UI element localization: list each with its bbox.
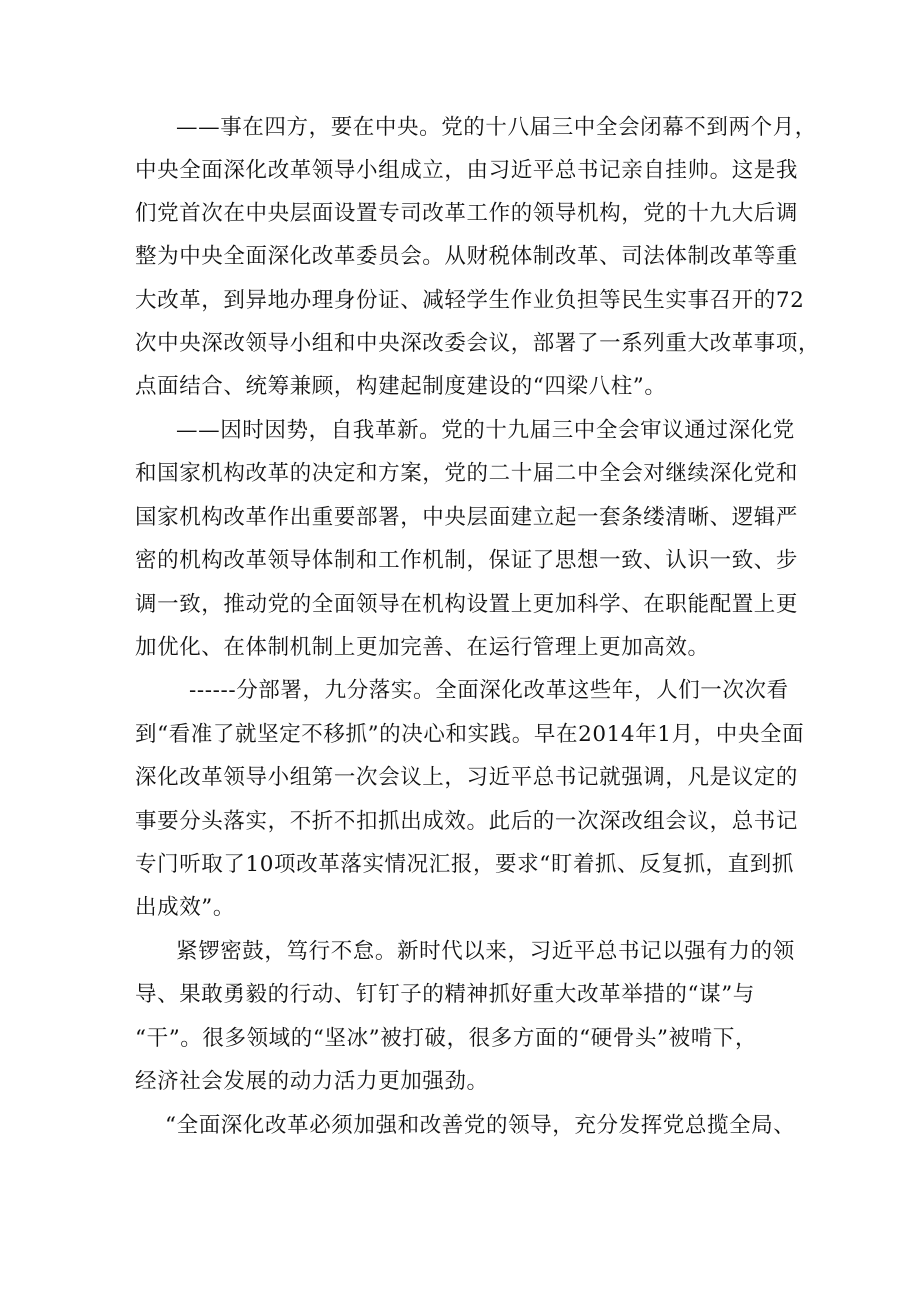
paragraph-1-line-5: 大改革，到异地办理身份证、减轻学生作业负担等民生实事召开的72 — [135, 288, 805, 313]
paragraph-2-line-3: 国家机构改革作出重要部署，中央层面建立起一套条缕清晰、逻辑严 — [135, 505, 799, 530]
paragraph-2-line-6: 加优化、在体制机制上更加完善、在运行管理上更加高效。 — [135, 635, 710, 660]
paragraph-1-line-1: ——事在四方，要在中央。党的十八届三中全会闭幕不到两个月， — [176, 115, 817, 140]
paragraph-4-line-3: “干”。很多领域的“坚冰”被打破，很多方面的“硬骨头”被啃下， — [135, 1026, 758, 1051]
paragraph-2-line-1: ——因时因势，自我革新。党的十九届三中全会审议通过深化党 — [176, 418, 795, 443]
paragraph-1-line-6: 次中央深改领导小组和中央深改委会议，部署了一系列重大改革事项， — [135, 331, 821, 356]
paragraph-4-line-4: 经济社会发展的动力活力更加强劲。 — [135, 1069, 489, 1094]
paragraph-3-line-1: ------分部署，九分落实。全面深化改革这些年，人们一次次看 — [189, 678, 789, 703]
paragraph-2-line-2: 和国家机构改革的决定和方案，党的二十届二中全会对继续深化党和 — [135, 461, 799, 486]
paragraph-3-line-5: 专门听取了10项改革落实情况汇报，要求“盯着抓、反复抓，直到抓 — [135, 852, 794, 877]
paragraph-4-line-1: 紧锣密鼓，笃行不怠。新时代以来，习近平总书记以强有力的领 — [176, 939, 795, 964]
paragraph-4-line-2: 导、果敢勇毅的行动、钉钉子的精神抓好重大改革举措的“谋”与 — [135, 982, 755, 1007]
paragraph-3-line-4: 事要分头落实，不折不扣抓出成效。此后的一次深改组会议，总书记 — [135, 809, 799, 834]
paragraph-1-line-2: 中央全面深化改革领导小组成立，由习近平总书记亲自挂帅。这是我 — [135, 158, 799, 183]
paragraph-3-line-6: 出成效”。 — [135, 895, 235, 920]
paragraph-1-line-4: 整为中央全面深化改革委员会。从财税体制改革、司法体制改革等重 — [135, 244, 799, 269]
paragraph-1-line-3: 们党首次在中央层面设置专司改革工作的领导机构，党的十九大后调 — [135, 201, 799, 226]
paragraph-3-line-3: 深化改革领导小组第一次会议上，习近平总书记就强调，凡是议定的 — [135, 765, 799, 790]
paragraph-5-line-1: “全面深化改革必须加强和改善党的领导，充分发挥党总揽全局、 — [165, 1113, 796, 1138]
paragraph-2-line-5: 调一致，推动党的全面领导在机构设置上更加科学、在职能配置上更 — [135, 592, 799, 617]
paragraph-1-line-7: 点面结合、统筹兼顾，构建起制度建设的“四梁八柱”。 — [135, 374, 667, 399]
paragraph-2-line-4: 密的机构改革领导体制和工作机制，保证了思想一致、认识一致、步 — [135, 548, 799, 573]
paragraph-3-line-2: 到“看准了就坚定不移抓”的决心和实践。早在2014年1月，中央全面 — [135, 722, 805, 747]
